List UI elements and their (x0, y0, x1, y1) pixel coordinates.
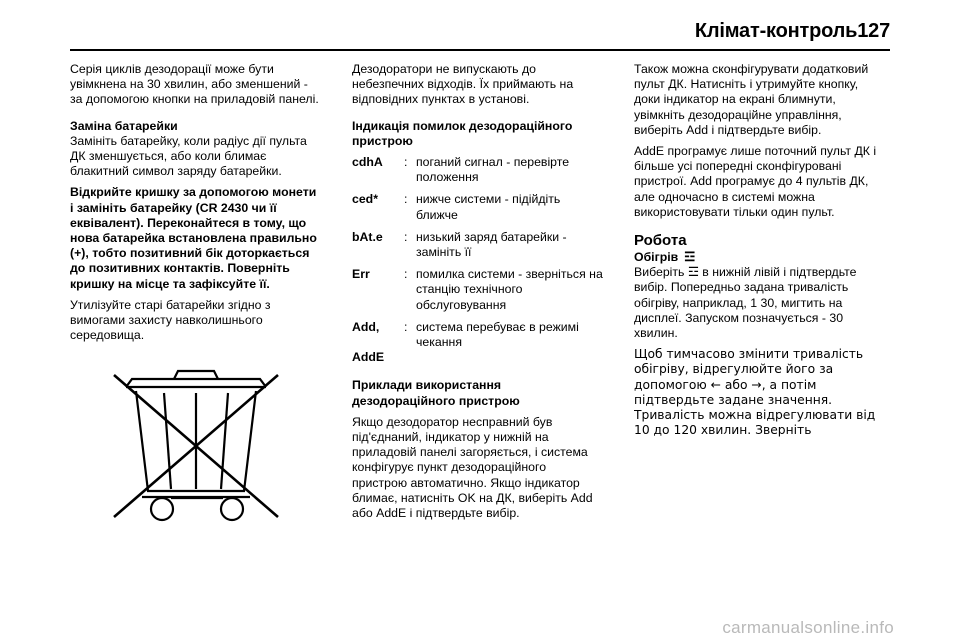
paragraph: Якщо дезодоратор несправний був під'єднаний, індикатор у нижній на приладовій панелі загоряється, і система конфігурує пункт дезодораційного пристрою автоматично. Якщо індикатор блимає, натисніть OK на ДК, виберіть Add або AddE і підтвердьте вибір. (352, 414, 593, 521)
error-description: поганий сигнал - перевірте положення (416, 155, 570, 185)
watermark: carmanualsonline.info (722, 618, 894, 637)
heading-usage-examples: Приклади використання дезодораційного пристрою (352, 378, 520, 408)
error-code: bAt.e (352, 229, 383, 244)
error-code: AddE (352, 350, 385, 365)
table-row (352, 155, 604, 192)
colon: : (404, 319, 408, 334)
header-rule (70, 49, 890, 51)
error-code: Err (352, 267, 370, 282)
colon: : (404, 229, 408, 244)
heading-heating: Обігрів ☲ (634, 250, 696, 265)
error-description: низький заряд батарейки - замініть її (416, 229, 567, 260)
table-row (352, 320, 604, 350)
figure-recycle-bin (70, 357, 322, 532)
column-2 (352, 62, 604, 624)
error-code: cdhA (352, 155, 383, 170)
paragraph: Щоб тимчасово змінити тривалість обігріву, відрегулюйте його за допомогою ← або →, а потім підтвердьте задане значення. Тривалість можна відрегулювати від 10 до 120 хвилин. Зверніть (634, 347, 876, 438)
heading-operation: Робота (634, 232, 687, 250)
table-row (352, 230, 604, 267)
paragraph: Також можна сконфігурувати додатковий пульт ДК. Натисніть і утримуйте кнопку, доки індикатор на екрані блимнути, увімкніть дезодораційне управління, виберіть Add і підтвердьте вибір. (634, 62, 869, 137)
table-row (352, 192, 604, 229)
colon: : (404, 267, 408, 282)
content-columns (70, 62, 890, 624)
paragraph: Утилізуйте старі батарейки згідно з вимогами захисту навколишнього середовища. (70, 297, 271, 343)
crossed-out-wheelie-bin-icon (70, 357, 322, 532)
colon: : (404, 192, 408, 207)
paragraph: Серія циклів дезодорації може бути увімкнена на 30 хвилин, або зменшений - за допомогою кнопки на приладовій панелі. (70, 62, 319, 107)
colon (404, 350, 414, 372)
page-header (70, 20, 890, 43)
error-description: система перебуває в режимі чекання (416, 319, 579, 350)
table-row (352, 267, 604, 320)
error-code: ced* (352, 192, 378, 207)
table-row (352, 350, 604, 372)
paragraph: Виберіть ☲ в нижній лівій і підтвердьте вибір. Попередньо задана тривалість обігріву, наприклад, 1 30, мигтить на дисплеї. Запуском позначується - 30 хвилин. (634, 265, 857, 341)
error-code: Add, (352, 319, 380, 334)
page-number: 127 (857, 20, 890, 42)
error-description: помилка системи - зверніться на станцію технічного обслуговування (416, 267, 603, 312)
paragraph: Дезодоратори не випускають до небезпечних відходів. Їх приймають на відповідних пунктах в установі. (352, 62, 574, 107)
paragraph: AddE програмує лише поточний пульт ДК і більше усі попередні сконфігуровані пристрої. Add програмує до 4 пультів ДК, але одночасно в системі можна використовувати тільки один пульт. (634, 144, 877, 219)
heading-error-display: Індикація помилок дезодораційного пристрою (352, 118, 573, 148)
error-description (414, 350, 604, 372)
heading-battery-change: Заміна батарейки (70, 118, 178, 133)
column-1 (70, 62, 322, 624)
colon: : (404, 155, 408, 170)
page-title: Клімат-контроль (694, 20, 858, 42)
column-3 (634, 62, 886, 624)
paragraph: Замініть батарейку, коли радіус дії пульта ДК зменшується, або коли блимає блакитний символ заряду батарейки. (70, 133, 307, 179)
paragraph-bold: Відкрийте кришку за допомогою монети і замініть батарейку (CR 2430 чи її еквівалент). Переконайтеся в тому, що нова батарейка встановлена правильно (+), тобто позитивний бік доторкається до позитивних контактів. Поверніть кришку на місце та зафіксуйте її. (70, 185, 317, 291)
error-code-table (352, 155, 604, 372)
error-description: нижче системи - підійдіть ближче (416, 192, 561, 222)
